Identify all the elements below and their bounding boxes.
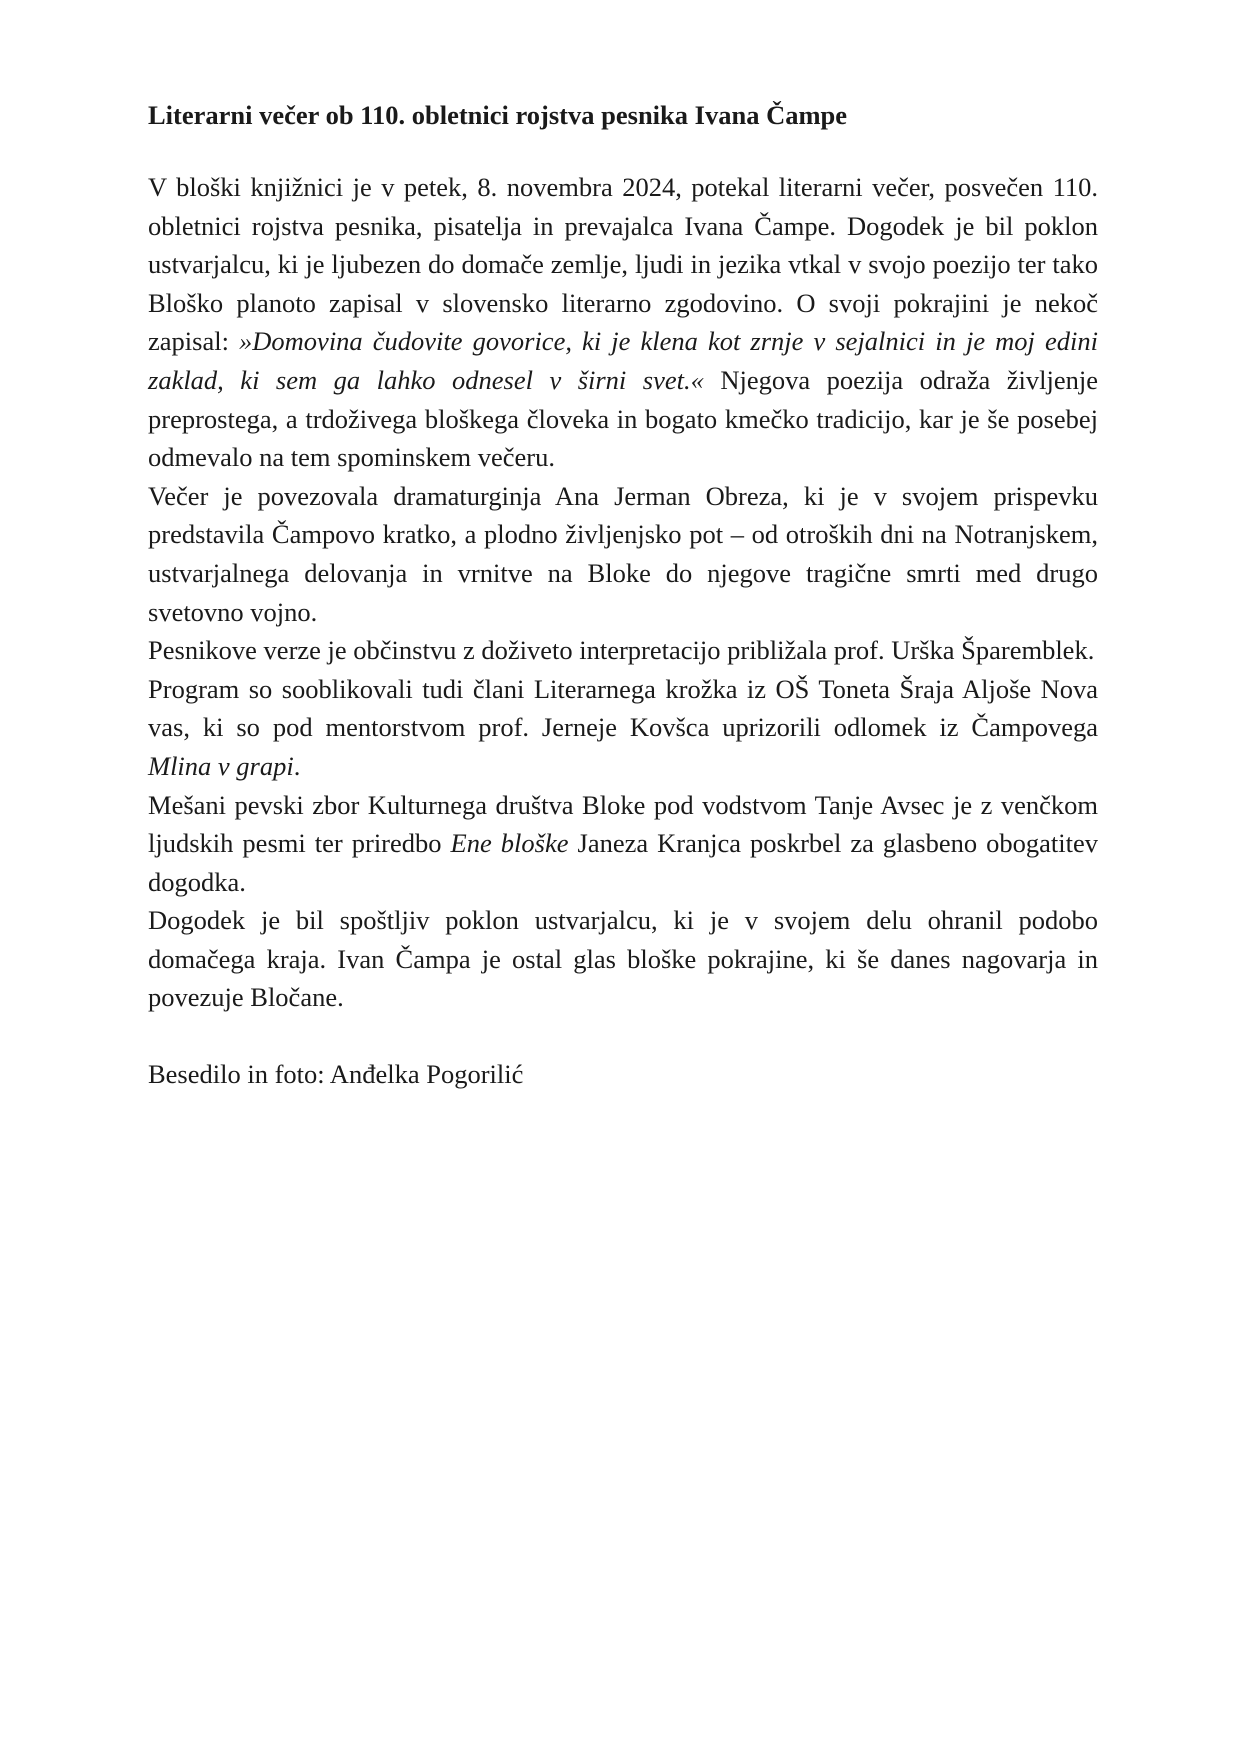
paragraph-interpretation: Pesnikove verze je občinstvu z doživeto interpretacijo približala prof. Urška Šparemblek. [148,635,1095,666]
paragraph-program-text: Program so sooblikovali tudi člani Literarnega krožka iz OŠ Toneta Šraja Aljoše Nova vas, ki so pod mentorstvom prof. Jerneje Kovšca uprizorili odlomek iz Čampovega [148,673,1098,743]
paragraph-intro [148,168,1098,477]
paragraph-intro-text: V bloški knjižnici je v petek, 8. novembra 2024, potekal literarni večer, posvečen 110. obletnici rojstva pesnika, pisatelja in prevajalca Ivana Čampe. Dogodek je bil poklon ustvarjalcu, ki je ljubezen do domače zemlje, ljudi in jezika vtkal v svojo poezijo ter tako Bloško planoto zapisal v slovensko literarno zgodovino. O svoji pokrajini je nekoč zapisal: [148,172,1098,357]
paragraph-host: Večer je povezovala dramaturginja Ana Jerman Obreza, ki je v svojem prispevku predstavila Čampovo kratko, a plodno življenjsko pot – od otroških dni na Notranjskem, ustvarjalnega delovanja in vrnitve na Bloke do njegove tragične smrti med drugo svetovno vojno. [148,480,1098,627]
paragraph-program [148,670,1098,786]
paragraph-intro-quote: »Domovina čudovite govorice, ki je klena kot zrnje v sejalnici in je moj edini zaklad, ki sem ga lahko odnesel v širni svet.« [148,326,1099,395]
document-title: Literarni večer ob 110. obletnici rojstva pesnika Ivana Čampe [148,100,848,130]
paragraph-choir-end: Janeza Kranjca poskrbel za glasbeno obogatitev dogodka. [148,828,1098,897]
paragraph-intro-continuation: Njegova poezija odraža življenje preprostega, a trdoživega bloškega človeka in bogato kmečko tradicijo, kar je še posebej odmevalo na tem spominskem večeru. [148,364,1098,473]
paragraph-choir-text: Mešani pevski zbor Kulturnega društva Bloke pod vodstvom Tanje Avsec je z venčkom ljudskih pesmi ter priredbo [148,789,1098,859]
document-page [148,96,1098,1094]
paragraph-choir [148,786,1098,902]
paragraph-program-work-title: Mlina v grapi [148,750,294,781]
paragraph-choir-song-title: Ene bloške [450,828,569,859]
author-credit: Besedilo in foto: Anđelka Pogorilić [148,1059,524,1090]
paragraph-program-end: . [293,750,301,781]
paragraph-closing: Dogodek je bil spoštljiv poklon ustvarjalcu, ki je v svojem delu ohranil podobo domačega kraja. Ivan Čampa je ostal glas bloške pokrajine, ki še danes nagovarja in povezuje Bločane. [148,905,1098,1013]
